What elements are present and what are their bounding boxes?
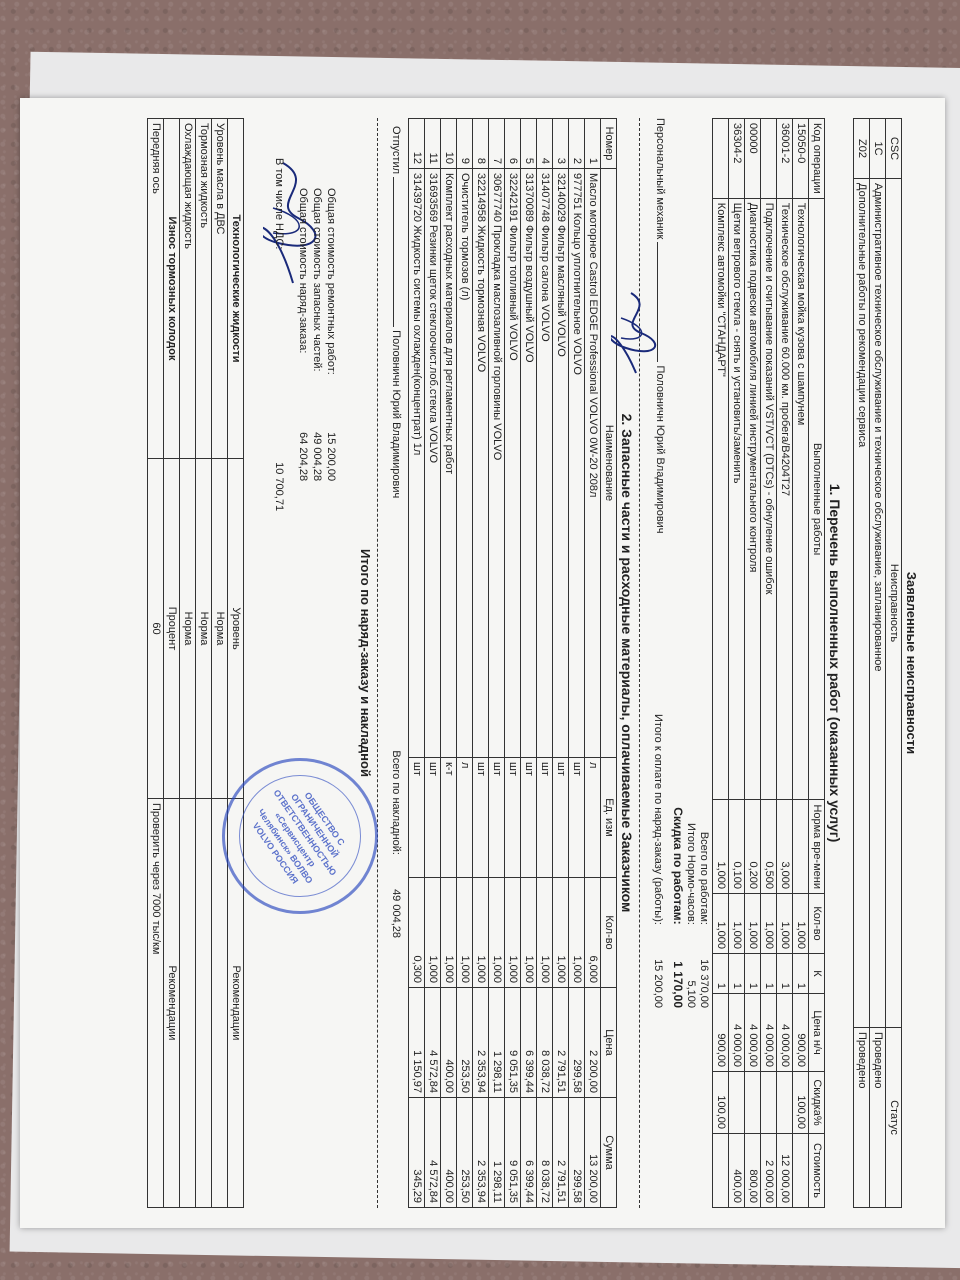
parts-cell: 1 298,11 xyxy=(489,988,505,1098)
parts-row xyxy=(537,119,553,1208)
parts-cell: 8 038,72 xyxy=(537,1098,553,1208)
parts-cell: 253,50 xyxy=(457,988,473,1098)
parts-cell: 13 200,00 xyxy=(585,1098,601,1208)
works-cell: 4 000,00 xyxy=(729,994,745,1072)
parts-cell: шт xyxy=(425,758,441,878)
faults-header-cell: Статус xyxy=(886,1028,902,1208)
grand-repair-value: 15 200,00 xyxy=(325,432,337,482)
works-cell: 15050-0 xyxy=(793,119,809,199)
parts-cell: 10 xyxy=(441,119,457,169)
works-cell: 400,00 xyxy=(729,1134,745,1208)
works-total-pay-value: 15 200,00 xyxy=(652,959,664,1008)
works-total-all xyxy=(697,832,710,1008)
works-row xyxy=(777,119,793,1208)
works-title: 1. Перечень выполненных работ (оказанных услуг) xyxy=(827,483,843,843)
works-cell: 1 xyxy=(793,954,809,994)
works-cell: 4 000,00 xyxy=(777,994,793,1072)
parts-cell: 4 572,84 xyxy=(425,988,441,1098)
brakes-row xyxy=(148,119,164,1208)
works-cell: 1,000 xyxy=(713,894,729,954)
document-content xyxy=(147,118,923,1208)
works-row xyxy=(729,119,745,1208)
works-cell: 36304-2 xyxy=(729,119,745,199)
parts-cell: 2 353,94 xyxy=(473,988,489,1098)
works-row xyxy=(793,119,809,1208)
fluids-row xyxy=(196,119,212,1208)
parts-cell: 1,000 xyxy=(521,878,537,988)
released-name: Половничн Юрий Владимирович xyxy=(390,330,402,499)
brakes-title: Износ тормозных колодок xyxy=(164,119,180,459)
parts-cell: 0,300 xyxy=(409,878,425,988)
fluids-title: Технологические жидкости xyxy=(228,119,244,459)
works-cell xyxy=(713,119,729,199)
parts-row xyxy=(521,119,537,1208)
parts-cell: шт xyxy=(553,758,569,878)
works-header-cell: Цена н/ч xyxy=(809,994,825,1072)
parts-cell: 11 xyxy=(425,119,441,169)
signature-line xyxy=(393,177,394,327)
brakes-header-cell: Рекомендации xyxy=(164,799,180,1208)
parts-cell: 1 150,97 xyxy=(409,988,425,1098)
parts-cell: 1,000 xyxy=(505,878,521,988)
works-cell: Щетки ветрового стекла - снять и установить/заменить xyxy=(729,198,745,800)
parts-cell: 1,000 xyxy=(457,878,473,988)
parts-cell: 299,58 xyxy=(569,988,585,1098)
works-header-cell: Код операции xyxy=(809,119,825,199)
works-cell: 900,00 xyxy=(793,994,809,1072)
brakes-title-row xyxy=(164,119,180,1208)
parts-cell: 2 791,51 xyxy=(553,988,569,1098)
stamp-text: ОБЩЕСТВО С ОГРАНИЧЕННОЙ ОТВЕТСТВЕННОСТЬЮ «Сервисцентр Челябинск» ВОЛВО VOLVO РОССИЯ xyxy=(250,787,347,886)
works-total-norm-value: 5,100 xyxy=(685,980,697,1008)
document-page xyxy=(20,98,945,1228)
parts-cell: Очиститель тормозов (л) xyxy=(457,169,473,758)
parts-row xyxy=(441,119,457,1208)
grand-repair-row xyxy=(324,188,338,1208)
fluids-cell: Тормозная жидкость xyxy=(196,119,212,459)
fluids-cell: Охлаждающая жидкость xyxy=(180,119,196,459)
parts-cell: 2 791,51 xyxy=(553,1098,569,1208)
works-total-all-label: Всего по работам: xyxy=(698,831,710,925)
parts-cell: 6 399,44 xyxy=(521,988,537,1098)
parts-cell: 31407748 Фильтр салона VOLVO xyxy=(537,169,553,758)
parts-header-cell: Ед. изм xyxy=(601,758,617,878)
parts-cell: л xyxy=(585,758,601,878)
works-cell: Подключение и считывание показаний VST/VCT (DTCs) - обнуление ошибок xyxy=(761,198,777,800)
parts-footer xyxy=(384,118,402,1208)
works-cell: 1,000 xyxy=(761,894,777,954)
works-total-norm xyxy=(684,823,697,1008)
faults-table xyxy=(853,118,902,1208)
parts-cell: 1,000 xyxy=(489,878,505,988)
works-cell: 0,500 xyxy=(761,800,777,894)
parts-cell: 1,000 xyxy=(537,878,553,988)
released-line xyxy=(390,126,402,498)
brakes-cell: 60 xyxy=(148,459,164,799)
faults-cell: Административное техническое обслуживание и техническое обслуживание, запланированное xyxy=(870,179,886,1028)
parts-cell: 253,50 xyxy=(457,1098,473,1208)
parts-cell: 31439720 Жидкость системы охлажден(концентрат) 1л xyxy=(409,169,425,758)
parts-header-cell: Номер xyxy=(601,119,617,169)
grand-parts-value: 49 004,28 xyxy=(311,432,323,482)
works-cell: 12 000,00 xyxy=(777,1134,793,1208)
parts-cell: 1 xyxy=(585,119,601,169)
faults-cell: Дополнительные работы по рекомендации сервиса xyxy=(854,179,870,1028)
parts-cell: 4 xyxy=(537,119,553,169)
parts-cell: 9 xyxy=(457,119,473,169)
works-cell: 1 xyxy=(761,954,777,994)
works-cell: 800,00 xyxy=(745,1134,761,1208)
works-cell: 1 xyxy=(745,954,761,994)
parts-header-cell: Сумма xyxy=(601,1098,617,1208)
parts-cell: Комплект расходных материалов для регламентных работ xyxy=(441,169,457,758)
works-cell: 3,000 xyxy=(777,800,793,894)
parts-cell: 345,29 xyxy=(409,1098,425,1208)
parts-cell: шт xyxy=(489,758,505,878)
parts-cell: 1,000 xyxy=(569,878,585,988)
works-totals xyxy=(664,118,712,1208)
grand-order-label: Общая стоимость наряд-заказа: xyxy=(297,188,309,354)
parts-cell: л xyxy=(457,758,473,878)
works-total-norm-label: Итого Нормо-часов: xyxy=(685,823,697,925)
parts-header-row xyxy=(601,119,617,1208)
parts-cell: 8 xyxy=(473,119,489,169)
parts-cell: 32214958 Жидкость тормозная VOLVO xyxy=(473,169,489,758)
grand-parts-row xyxy=(310,188,324,1208)
parts-cell: 12 xyxy=(409,119,425,169)
parts-cell: 9 051,35 xyxy=(505,988,521,1098)
parts-cell: 6 xyxy=(505,119,521,169)
fluids-cell xyxy=(196,799,212,1208)
works-cell xyxy=(793,1134,809,1208)
works-cell: 1 xyxy=(713,954,729,994)
works-total-discount-label: Скидка по работам: xyxy=(671,807,685,925)
parts-cell: 7 xyxy=(489,119,505,169)
works-cell: Комплекс автомойки "СТАНДАРТ" xyxy=(713,198,729,800)
parts-cell: шт xyxy=(521,758,537,878)
parts-cell: шт xyxy=(569,758,585,878)
works-cell xyxy=(713,1134,729,1208)
parts-cell: шт xyxy=(537,758,553,878)
parts-cell: 2 xyxy=(569,119,585,169)
works-cell xyxy=(793,800,809,894)
parts-row xyxy=(473,119,489,1208)
fluids-header-cell: Уровень xyxy=(228,459,244,799)
parts-cell: 32140029 Фильтр масляный VOLVO xyxy=(553,169,569,758)
works-row xyxy=(713,119,729,1208)
grand-vat-label: В том числе НДС: xyxy=(273,158,285,250)
parts-row xyxy=(569,119,585,1208)
faults-cell: 1C xyxy=(870,119,886,179)
works-table xyxy=(712,118,825,1208)
parts-cell: 977751 Кольцо уплотнительное VOLVO xyxy=(569,169,585,758)
parts-cell: 1,000 xyxy=(425,878,441,988)
works-cell xyxy=(777,1072,793,1134)
fluids-cell xyxy=(180,799,196,1208)
parts-total-label: Всего по накладной: xyxy=(390,750,402,855)
works-cell xyxy=(729,1072,745,1134)
fluids-cell: Уровень масла в ДВС xyxy=(212,119,228,459)
parts-header-cell: Кол-во xyxy=(601,878,617,988)
parts-title: 2. Запасные части и расходные материалы, оплачиваемые Заказчиком xyxy=(619,413,635,913)
faults-header-cell: CSC xyxy=(886,119,902,179)
works-header-cell: Выполненные работы xyxy=(809,198,825,800)
works-header-cell: Стоимость xyxy=(809,1134,825,1208)
works-total-discount-value: 1 170,00 xyxy=(671,961,685,1008)
works-total-pay-label: Итого к оплате по наряд-заказу (работы): xyxy=(652,713,664,925)
works-cell: 0,200 xyxy=(745,800,761,894)
works-total-pay xyxy=(650,118,664,1208)
works-cell: 00000 xyxy=(745,119,761,199)
parts-row xyxy=(505,119,521,1208)
works-cell: Техническое обслуживание 60.000 км. пробега/B4204T27 xyxy=(777,198,793,800)
grand-totals xyxy=(258,158,338,1208)
brakes-header-cell: Процент xyxy=(164,459,180,799)
fluids-cell: Норма xyxy=(196,459,212,799)
works-cell xyxy=(761,1072,777,1134)
works-header-row xyxy=(809,119,825,1208)
works-cell: 900,00 xyxy=(713,994,729,1072)
parts-cell: 400,00 xyxy=(441,1098,457,1208)
works-header-cell: Скидка% xyxy=(809,1072,825,1134)
mechanic-signature xyxy=(611,288,661,378)
faults-row xyxy=(870,119,886,1208)
works-cell: 1,000 xyxy=(793,894,809,954)
parts-cell: 31693569 Резинки щеток стеклоочист.лоб.стекла VOLVO xyxy=(425,169,441,758)
grand-repair-label: Общая стоимость ремонтных работ: xyxy=(325,188,337,375)
parts-total-line xyxy=(390,750,402,938)
grand-order-row xyxy=(296,188,310,1208)
parts-cell: 8 038,72 xyxy=(537,988,553,1098)
works-cell: 2 000,00 xyxy=(761,1134,777,1208)
parts-cell: 299,58 xyxy=(569,1098,585,1208)
works-cell: 1,000 xyxy=(745,894,761,954)
fluids-cell: Норма xyxy=(180,459,196,799)
faults-cell: Проведено xyxy=(870,1028,886,1208)
works-header-cell: Кол-во xyxy=(809,894,825,954)
faults-header-cell: Неисправность xyxy=(886,179,902,1028)
grand-vat-row xyxy=(272,158,286,1208)
works-total-all-value: 16 370,00 xyxy=(698,959,710,1008)
works-cell: Технологическая мойка кузова с шампунем xyxy=(793,198,809,800)
fluids-table xyxy=(147,118,244,1208)
parts-cell: 32242191 Фильтр топливный VOLVO xyxy=(505,169,521,758)
parts-row xyxy=(457,119,473,1208)
works-cell xyxy=(761,119,777,199)
grand-title: Итого по наряд-заказу и накладной xyxy=(358,549,373,777)
parts-cell: 2 353,94 xyxy=(473,1098,489,1208)
works-cell: 100,00 xyxy=(713,1072,729,1134)
works-row xyxy=(745,119,761,1208)
fluids-cell: Норма xyxy=(212,459,228,799)
works-total-discount xyxy=(671,807,684,1008)
parts-header-cell: Наименование xyxy=(601,169,617,758)
works-cell: 4 000,00 xyxy=(761,994,777,1072)
grand-order-value: 64 204,28 xyxy=(297,432,309,482)
parts-cell: к-т xyxy=(441,758,457,878)
parts-cell: 6 399,44 xyxy=(521,1098,537,1208)
works-cell: 36001-2 xyxy=(777,119,793,199)
parts-row xyxy=(425,119,441,1208)
faults-row xyxy=(854,119,870,1208)
parts-cell: 3 xyxy=(553,119,569,169)
parts-cell: 1 298,11 xyxy=(489,1098,505,1208)
parts-row xyxy=(585,119,601,1208)
parts-cell: 9 051,35 xyxy=(505,1098,521,1208)
brakes-cell: Передняя ось xyxy=(148,119,164,459)
works-cell: 4 000,00 xyxy=(745,994,761,1072)
parts-cell: 1,000 xyxy=(473,878,489,988)
works-header-cell: Норма вре-мени xyxy=(809,800,825,894)
mechanic-name: Половничн Юрий Владимирович xyxy=(654,365,666,534)
brakes-cell: Проверить через 7000 тыс/км xyxy=(148,799,164,1208)
parts-row xyxy=(409,119,425,1208)
works-cell: 1 xyxy=(729,954,745,994)
parts-cell: 4 572,84 xyxy=(425,1098,441,1208)
parts-cell: 5 xyxy=(521,119,537,169)
parts-row xyxy=(553,119,569,1208)
grand-vat-value: 10 700,71 xyxy=(273,462,285,512)
fluids-header-cell: Рекомендации xyxy=(228,799,244,1208)
works-cell: Диагностика подвески автомобиля линией инструментального контроля xyxy=(745,198,761,800)
works-row xyxy=(761,119,777,1208)
parts-header-cell: Цена xyxy=(601,988,617,1098)
works-total-pay-line xyxy=(652,714,664,1008)
parts-cell: 30677740 Прокладка маслозаливной горловины VOLVO xyxy=(489,169,505,758)
separator xyxy=(377,118,378,1208)
parts-cell: 6,000 xyxy=(585,878,601,988)
parts-row xyxy=(489,119,505,1208)
fluids-row xyxy=(180,119,196,1208)
works-cell: 1,000 xyxy=(713,800,729,894)
parts-cell: Масло моторное Castrol EDGE Professional VOLVO 0W-20 208л xyxy=(585,169,601,758)
faults-title: Заявленные неисправности xyxy=(904,571,919,755)
separator xyxy=(639,118,640,1208)
grand-parts-label: Общая стоимость запасных частей: xyxy=(311,188,323,372)
works-cell: 1 xyxy=(777,954,793,994)
parts-cell: 31370089 Фильтр воздушный VOLVO xyxy=(521,169,537,758)
parts-cell: 1,000 xyxy=(553,878,569,988)
parts-table xyxy=(408,118,617,1208)
parts-cell: 2 200,00 xyxy=(585,988,601,1098)
works-cell: 0,100 xyxy=(729,800,745,894)
mechanic-label: Персональный механик xyxy=(654,118,666,240)
works-cell: 1,000 xyxy=(729,894,745,954)
parts-cell: 400,00 xyxy=(441,988,457,1098)
fluids-row xyxy=(212,119,228,1208)
works-cell: 100,00 xyxy=(793,1072,809,1134)
works-cell: 1,000 xyxy=(777,894,793,954)
works-cell xyxy=(745,1072,761,1134)
parts-cell: шт xyxy=(473,758,489,878)
faults-cell: Проведено xyxy=(854,1028,870,1208)
parts-cell: 1,000 xyxy=(441,878,457,988)
works-header-cell: К xyxy=(809,954,825,994)
parts-total-value: 49 004,28 xyxy=(390,889,402,938)
faults-header-row xyxy=(886,119,902,1208)
fluids-title-row xyxy=(228,119,244,1208)
faults-cell: Z02 xyxy=(854,119,870,179)
parts-cell: шт xyxy=(505,758,521,878)
released-label: Отпустил xyxy=(390,126,402,175)
parts-cell: шт xyxy=(409,758,425,878)
